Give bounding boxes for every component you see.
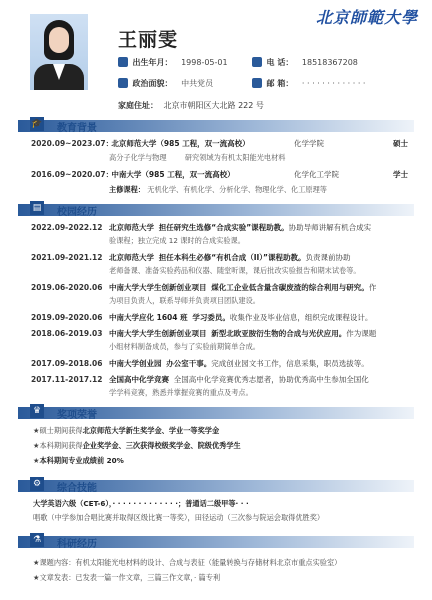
skill-item: 唱歌（中学参加合唱比赛并取得区级比赛一等奖），田径运动（三次参与院运会取得优胜奖） [33,513,325,522]
skill-item: 大学英语六级（CET-6），· · · · · · · · · · · · ·；普通话二级甲等· · · [33,499,249,508]
campus-row: 2021.09-2021.12 北京师范大学 担任本科生必修“有机合成（II）”课程助教。负责课前协助 [31,253,351,262]
phone-info: 电 话： 18518367208 [252,57,358,68]
education-row: 2020.09~2023.07： 北京师范大学（985 工程，双一流高校） 化学学院 硕士 [31,139,408,148]
education-row: 2016.09~2020.07： 中南大学（985 工程，双一流高校） 化学化工学院 学士 [31,170,408,179]
campus-row: 2017.11-2017.12 全国高中化学竞赛 全国高中化学竞赛优秀志愿者，协助优秀高中生参加全国化 [31,375,369,384]
award-item: ★本科期间专业成绩前 20% [33,456,124,465]
award-item: ★硕士期间获得北京师范大学新生奖学金、学业一等奖学金 [33,426,220,435]
section-education: 🎓 教育背景 [0,116,432,132]
phone-icon [252,57,262,67]
birth-info: 出生年月： 1998-05-01 [118,57,228,68]
campus-row: 2018.06-2019.03 中南大学大学生创新创业项目 新型北欧亚胺衍生物的合成与光伏应用。作为课题 [31,329,377,338]
section-research: ⚗ 科研经历 [0,532,432,548]
section-awards: ♛ 奖项荣誉 [0,403,432,419]
research-item: ★课题内容：有机太阳能光电材料的设计、合成与表征（能量转换与存储材料北京市重点实验室） [33,558,342,567]
section-skills: ⚙ 综合技能 [0,476,432,492]
trophy-icon: ♛ [30,404,44,418]
book-icon: ▤ [30,201,44,215]
section-campus: ▤ 校园经历 [0,200,432,216]
profile-photo [30,14,88,90]
graduation-cap-icon: 🎓 [31,119,43,129]
email-info: 邮 箱： · · · · · · · · · · · · · [252,78,365,89]
campus-row: 2019.06-2020.06 中南大学大学生创新创业项目 煤化工企业低含量含碳废渣的综合利用与研究。作 [31,283,377,292]
award-item: ★本科期间获得企业奖学金、三次获得校级奖学金、院级优秀学生 [33,441,241,450]
education-detail: 主修课程： 无机化学、有机化学、分析化学、物理化学、化工原理等 [109,185,327,194]
gear-icon: ⚙ [30,477,44,491]
politics-info: 政治面貌： 中共党员 [118,78,213,89]
address-info: 家庭住址： 北京市朝阳区大北路 222 号 [118,101,264,110]
campus-row: 2022.09-2022.12 北京师范大学 担任研究生选修“合成实验”课程助教。协助导师讲解有机合成实 [31,223,372,232]
education-detail: 高分子化学与物理 研究领域为有机太阳能光电材料 [109,153,286,162]
campus-detail: 验课程；独立完成 12 课时的合成实验课。 [109,236,245,245]
mail-icon [252,78,262,88]
campus-detail: 小组材料制备成员，参与了实验前期简单合成。 [109,342,260,351]
campus-detail: 学学科竞赛，熟悉并掌握竞赛的重点及考点。 [109,388,253,397]
calendar-icon [118,57,128,67]
research-item: ★文章发表：已发表一篇一作文章，三篇三作文章，· 篇专利 [33,573,221,582]
name-title: 王丽雯 [118,29,179,51]
campus-detail: 老师备课、准备实验药品和仪器、随堂听课，课后批改实验报告和期末试卷等。 [109,266,361,275]
flag-icon [118,78,128,88]
campus-detail: 为项目负责人，联系导师并负责项目团队建设。 [109,296,260,305]
campus-row: 2019.09-2020.06 中南大学应化 1604 班 学习委员。收集作业及毕业信息，组织完成课程设计。 [31,313,373,322]
flask-icon: ⚗ [30,533,44,547]
campus-row: 2017.09-2018.06 中南大学创业园 办公室干事。完成创业园文书工作，信息采集，职员选拔等。 [31,359,369,368]
university-logo: 北京師範大學 [315,8,418,27]
